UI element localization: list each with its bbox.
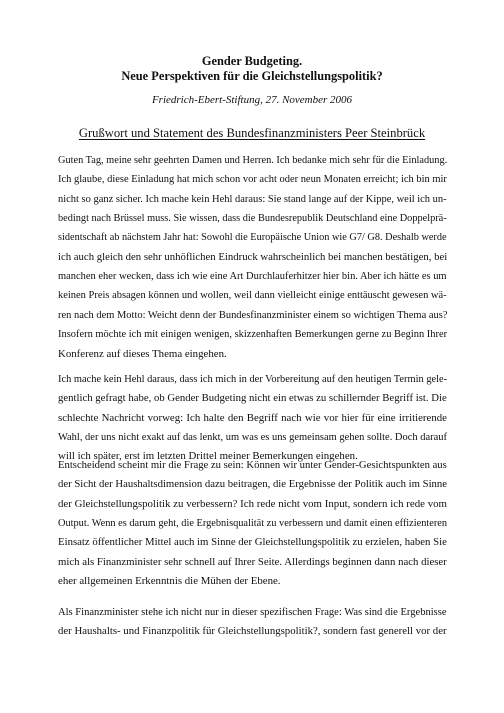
paragraph-line: Ich glaube, diese Einladung hat mich schon vor acht oder neun Monaten erreicht; ich bin mir [58,173,447,186]
paragraph-line: ich auch gleich den sehr unhöflichen Eindruck wahrscheinlich bei manchen bestätigen, bei [58,250,448,263]
paragraph-line: sidentschaft ab nächstem Jahr hat: Sowohl die Europäische Union wie G7/ G8. Deshalb werde [58,231,447,244]
paragraph-line: bedingt nach Brüssel muss. Sie wissen, dass die Bundesrepublik Deutschland eine Doppelprä- [58,212,447,225]
paragraph-line: Guten Tag, meine sehr geehrten Damen und Herren. Ich bedanke mich sehr für die Einladung. [58,154,448,166]
paragraph-line: manchen eher wecken, dass ich wie eine Art Durchlauferhitzer hier bin. Aber ich hätte es um [58,270,447,283]
paragraph-line: eher allgemeinen Erkenntnis die Mühen der Ebene. [58,575,281,588]
paragraph-line: der Haushalts- und Finanzpolitik für Gleichstellungspolitik?, sondern fast generell vor der [58,625,447,638]
paragraph-line: gentlich gefragt habe, ob Gender Budgeting nicht ein etwas zu schillernder Begriff ist. Die [58,392,447,405]
paragraph-line: nicht so ganz sicher. Ich mache kein Hehl daraus: Sie stand lange auf der Kippe, weil ich un- [58,192,447,205]
paragraph-line: Output. Wenn es darum geht, die Ergebnisqualität zu verbessern und damit einen effizienteren [58,517,448,530]
paragraph-line: Entscheidend scheint mir die Frage zu sein: Können wir unter Gender-Gesichtspunkten aus [58,459,447,471]
paragraph-line: Wahl, der uns nicht exakt auf das lenkt, um was es uns gemeinsam gehen sollte. Doch darauf [58,431,447,444]
paragraph-line: der Sicht der Haushaltsdimension dazu beitragen, die Ergebnisse der Politik auch im Sinne [58,478,448,491]
section-heading: Grußwort und Statement des Bundesfinanzministers Peer Steinbrück [78,126,426,140]
paragraph-line: Konferenz auf dieses Thema eingehen. [58,347,227,360]
paragraph-line: schlechte Nachricht vorweg: Ich halte den Begriff nach wie vor hier für eine irritierende [58,411,447,424]
document-subtitle: Friedrich-Ebert-Stiftung, 27. November 2006 [151,94,353,106]
paragraph-line: ren nach dem Motto: Weicht denn der Bundesfinanzminister einem so wichtigen Thema aus? [58,308,448,321]
paragraph-line: keinen Preis absagen können und wollen, weil dann vielleicht einige enttäuscht gewesen wä- [58,289,447,302]
paragraph-line: mich als Finanzminister sehr schnell auf Ihrer Seite. Allerdings beginnen dann nach dieser [58,555,447,568]
paragraph-line: Insofern möchte ich mit einigen wenigen, skizzenhaften Bemerkungen gerne zu Beginn Ihrer [58,328,448,341]
paragraph-line: Einsatz öffentlicher Mittel auch im Sinne der Gleichstellungspolitik zu erzielen, haben Sie [58,536,447,549]
paragraph-line: Als Finanzminister stehe ich nicht nur in dieser spezifischen Frage: Was sind die Ergebnisse [58,606,447,618]
paragraph-line: Ich mache kein Hehl daraus, dass ich mich in der Vorbereitung auf den heutigen Termin gele- [58,373,448,385]
paragraph-line: der Gleichstellungspolitik zu verbessern? Ich rede nicht vom Input, sondern ich rede vom [58,497,447,510]
paragraph-line: will ich später, erst im letzten Drittel meiner Bemerkungen eingehen. [58,450,358,463]
document-title-line-2: Neue Perspektiven für die Gleichstellungspolitik? [121,69,383,83]
document-title-line-1: Gender Budgeting. [201,54,303,68]
